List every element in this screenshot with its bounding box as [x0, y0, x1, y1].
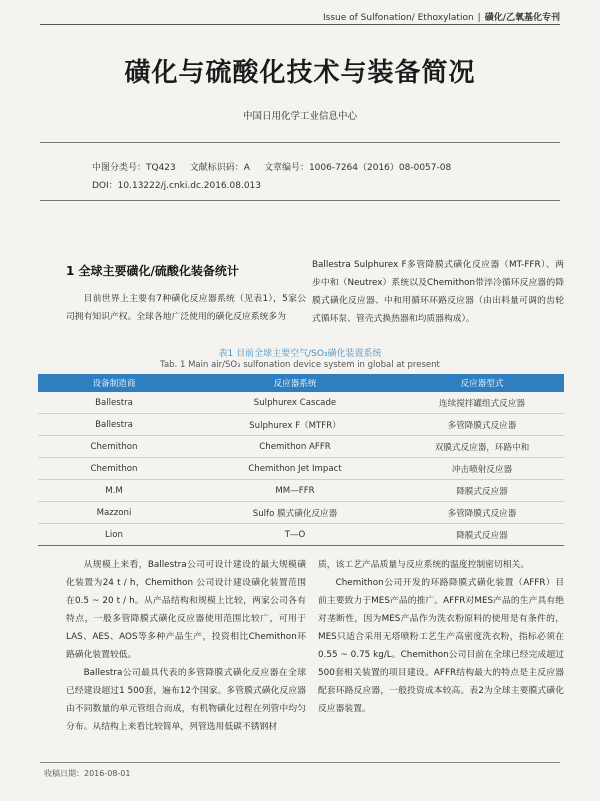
table-cell: Sulphurex F（MTFR）: [190, 414, 400, 436]
table-cell: Chemithon AFFR: [190, 436, 400, 458]
table-row: [38, 502, 564, 524]
column-header-manufacturer: 设备制造商: [38, 374, 190, 392]
article-author: 中国日用化学工业信息中心: [242, 111, 357, 122]
paragraph-right-3: Chemithon公司开发的环路降膜式磺化装置（AFFR）目前主要致力于MES产品的推广。AFFR对MES产品的生产具有绝对垄断性，因为MES产品作为洗衣粉原料的使用是有条件的，MES只适合采用无塔喷粉工艺生产高密度洗衣粉，指标必须在0.55 ~ 0.75 kg/L。Chemithon公司目前在全球已经完成超过500套相关装置的项目建设。AFFR结构最大的特点是主反应器配套环路反应器，一般投资成本较高。表2为全球主要膜式磺化反应器装置。: [318, 578, 564, 714]
table-cell: Sulphurex Cascade: [190, 392, 400, 414]
table-cell: 冲击喷射反应器: [400, 458, 564, 480]
meta-rule-top: [40, 142, 560, 143]
table-cell: Sulfo 膜式磺化反应器: [190, 502, 400, 524]
table-cell: Chemithon: [38, 436, 190, 458]
paragraph-left-1: 目前世界上主要有7种磺化反应器系统（见表1），5家公司拥有知识产权。全球各地广泛使用的磺化反应系统多为: [66, 294, 306, 322]
paragraph-right-2: 质，该工艺产品质量与反应系统的温度控制密切相关。: [318, 560, 530, 570]
table-cell: T—O: [190, 524, 400, 546]
table-cell: Mazzoni: [38, 502, 190, 524]
table-cell: MM—FFR: [190, 480, 400, 502]
issue-label: Issue of Sulfonation/ Ethoxylation: [322, 13, 474, 23]
table-cell: 多管降膜式反应器: [400, 502, 564, 524]
paragraph-left-2: 从规模上来看，Ballestra公司可设计建设的最大规模磺化装置为24 t / h，Chemithon 公司设计建设磺化装置范围在0.5 ~ 20 t / h。从产品结构和规模上比较，两家公司各有特点，一般多管降膜式磺化反应器使用范围比较广，可用于LAS、AES、AOS等多种产品生产，投资相比Chemithon环路磺化装置较低。: [66, 560, 306, 660]
paragraph-right-1: Ballestra Sulphurex F多管降膜式磺化反应器（MT-FFR）、两步中和（Neutrex）系统以及Chemithon带淬冷循环反应器的降膜式磺化反应器、中和用循环环路反应器（由出料量可调的齿轮式循环泵、管壳式换热器和均质器构成）。: [312, 260, 564, 324]
table-cell: Chemithon Jet Impact: [190, 458, 400, 480]
paragraph-left-3: Ballestra公司最具代表的多管降膜式磺化反应器在全球已经建设超过1 500套，遍布12个国家。多管膜式磺化反应器由不同数量的单元管组合而成，有机物磺化过程在列管中均匀分布。从结构上来看比较简单，列管选用低碳不锈钢材: [66, 668, 306, 732]
section-heading: 1 全球主要磺化/硫酸化装备统计: [66, 264, 239, 278]
table-cell: 连续搅拌罐组式反应器: [400, 392, 564, 414]
table-caption-en: Tab. 1 Main air/SO₃ sulfonation device system in global at present: [160, 360, 440, 370]
table-row: [38, 414, 564, 436]
footer-rule: [40, 762, 560, 763]
table-cell: 降膜式反应器: [400, 480, 564, 502]
table-cell: Ballestra: [38, 414, 190, 436]
table-row: [38, 524, 564, 546]
table-caption-cn: 表1 目前全球主要空气/SO₃磺化装置系统: [218, 349, 382, 359]
sulfonation-systems-table: [38, 374, 564, 546]
header-separator: |: [477, 13, 481, 23]
article-number: 文章编号：1006-7264（2016）08-0057-08: [263, 163, 452, 173]
meta-rule-bottom: [40, 200, 560, 201]
column-header-reactor-system: 反应器系统: [190, 374, 400, 392]
table-cell: 双膜式反应器，环路中和: [400, 436, 564, 458]
table-cell: Chemithon: [38, 458, 190, 480]
running-header: [323, 10, 560, 23]
table-cell: 降膜式反应器: [400, 524, 564, 546]
received-date: 收稿日期：2016-08-01: [44, 769, 131, 778]
column-header-reactor-type: 反应器型式: [400, 374, 564, 392]
table-cell: Lion: [38, 524, 190, 546]
header-rule: [40, 24, 560, 25]
table-row: [38, 480, 564, 502]
meta-line-1: [92, 160, 465, 173]
article-title: 磺化与硫酸化技术与装备简况: [124, 58, 476, 88]
table-cell: M.M: [38, 480, 190, 502]
doi-line: DOI：10.13222/j.cnki.dc.2016.08.013: [92, 181, 262, 191]
table-row: [38, 392, 564, 414]
table-header-row: [38, 374, 564, 392]
table-row: [38, 458, 564, 480]
table-row: [38, 436, 564, 458]
table-cell: Ballestra: [38, 392, 190, 414]
document-code: 文献标识码：A: [189, 163, 250, 173]
clc-number: 中图分类号：TQ423: [92, 163, 176, 173]
table-cell: 多管降膜式反应器: [400, 414, 564, 436]
column-label: 磺化/乙氧基化专刊: [484, 13, 560, 23]
